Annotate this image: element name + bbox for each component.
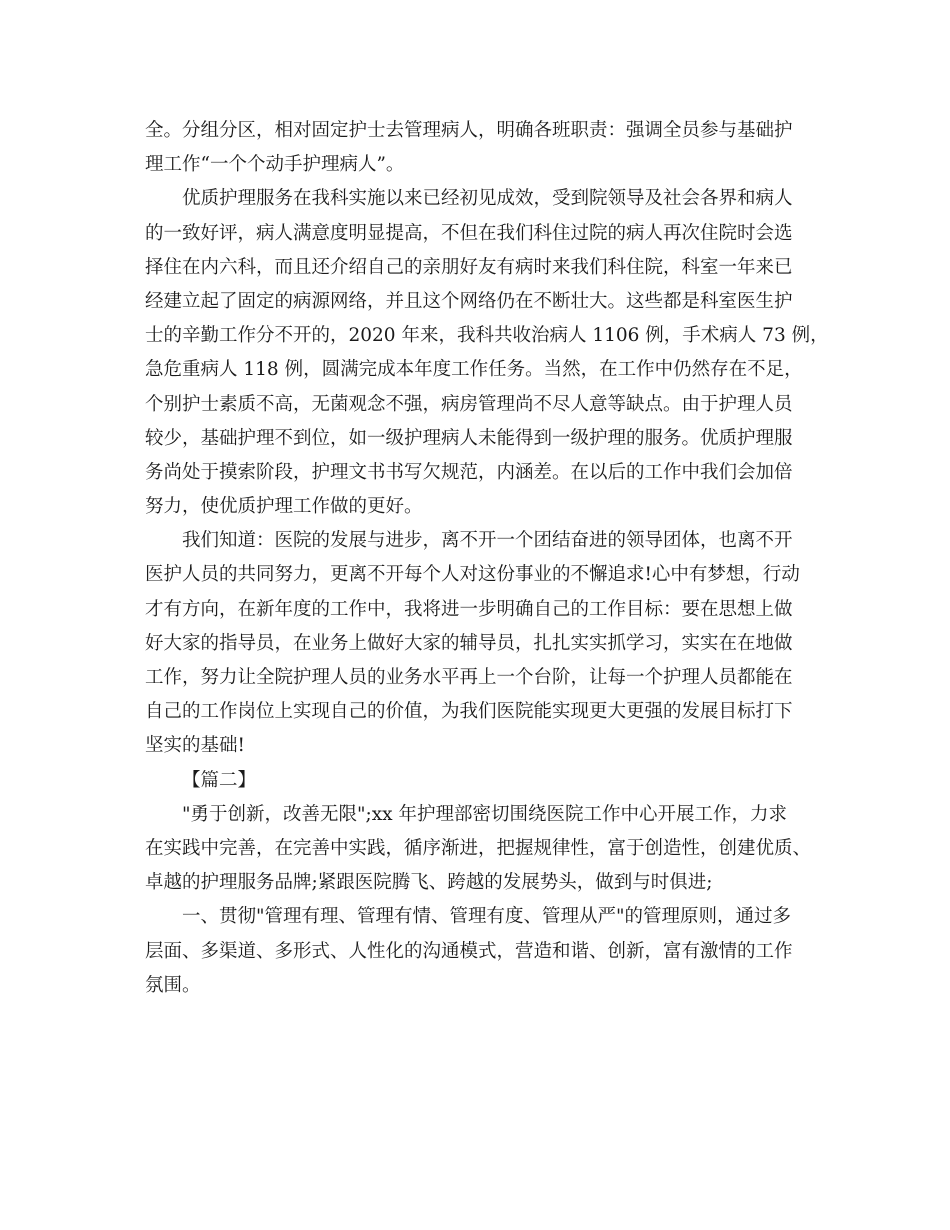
text-line: 急危重病人 118 例，圆满完成本年度工作任务。当然，在工作中仍然存在不足， — [145, 359, 803, 381]
text-line: 择住在内六科，而且还介绍自己的亲朋好友有病时来我们科住院，科室一年来已 — [145, 256, 793, 278]
paragraph-start-line: 我们知道：医院的发展与进步，离不开一个团结奋进的领导团体，也离不开 — [182, 530, 793, 552]
paragraph-start-line: 一、贯彻"管理有理、管理有情、管理有度、管理从严"的管理原则，通过多 — [182, 906, 792, 928]
text-line: 氛围。 — [145, 974, 201, 996]
text-line: 经建立起了固定的病源网络，并且这个网络仍在不断壮大。这些都是科室医生护 — [145, 290, 793, 312]
text-line: 才有方向，在新年度的工作中，我将进一步明确自己的工作目标：要在思想上做 — [145, 598, 793, 620]
text-line: 层面、多渠道、多形式、人性化的沟通模式，营造和谐、创新，富有激情的工作 — [145, 940, 793, 962]
text-line: 较少，基础护理不到位，如一级护理病人未能得到一级护理的服务。优质护理服 — [145, 427, 793, 449]
text-line: 努力，使优质护理工作做的更好。 — [145, 496, 423, 518]
text-line: 工作，努力让全院护理人员的业务水平再上一个台阶，让每一个护理人员都能在 — [145, 667, 793, 688]
text-line: 好大家的指导员，在业务上做好大家的辅导员，扎扎实实抓学习，实实在在地做 — [145, 632, 793, 654]
text-line: 务尚处于摸索阶段，护理文书书写欠规范，内涵差。在以后的工作中我们会加倍 — [145, 461, 793, 483]
text-line: 全。分组分区，相对固定护士去管理病人，明确各班职责：强调全员参与基础护 — [145, 120, 793, 141]
text-line: 卓越的护理服务品牌;紧跟医院腾飞、跨越的发展势头，做到与时俱进; — [145, 872, 713, 894]
text-line: 在实践中完善，在完善中实践，循序渐进，把握规律性，富于创造性，创建优质、 — [145, 837, 812, 859]
document-body — [145, 114, 829, 1003]
paragraph-start-line: 优质护理服务在我科实施以来已经初见成效，受到院领导及社会各界和病人 — [182, 188, 793, 210]
paragraph-start-line: "勇于创新，改善无限";xx 年护理部密切围绕医院工作中心开展工作，力求 — [182, 803, 788, 825]
text-line: 士的辛勤工作分不开的，2020 年来，我科共收治病人 1106 例，手术病人 73 例， — [145, 325, 829, 347]
text-line: 理工作“一个个动手护理病人”。 — [145, 154, 405, 176]
text-line: 医护人员的共同努力，更离不开每个人对这份事业的不懈追求!心中有梦想，行动 — [145, 564, 800, 586]
text-line: 的一致好评，病人满意度明显提高，不但在我们科住过院的病人再次住院时会选 — [145, 222, 793, 244]
section-heading: 【篇二】 — [182, 769, 257, 791]
text-line: 个别护士素质不高，无菌观念不强，病房管理尚不尽人意等缺点。由于护理人员 — [145, 393, 793, 415]
text-line: 自己的工作岗位上实现自己的价值，为我们医院能实现更大更强的发展目标打下 — [145, 701, 793, 723]
text-line: 坚实的基础! — [145, 735, 245, 757]
